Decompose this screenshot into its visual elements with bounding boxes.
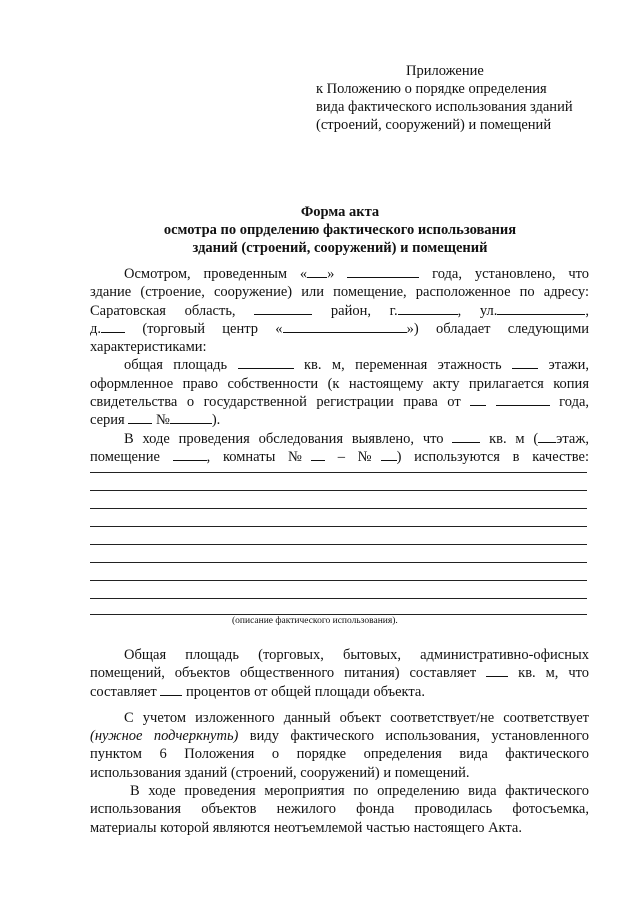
trade-center-blank xyxy=(283,320,407,333)
total-area-blank xyxy=(486,664,508,677)
text: виду фактического использования, установленного xyxy=(238,728,589,745)
city-blank xyxy=(398,302,458,315)
title-line-3: зданий (строений, сооружений) и помещений xyxy=(192,240,488,256)
appendix-line-3: (строений, сооружений) и помещений xyxy=(316,117,552,133)
text: » xyxy=(327,266,335,282)
appendix-label: Приложение xyxy=(406,63,484,79)
para1-line1 xyxy=(90,265,589,283)
month-blank xyxy=(347,265,419,278)
para1-line4 xyxy=(90,320,589,338)
title-line-1: Форма акта xyxy=(300,204,380,220)
document-title xyxy=(90,203,590,257)
para4-line2 xyxy=(90,664,589,682)
inspection-body xyxy=(90,265,589,466)
para1-line5: характеристиками: xyxy=(90,339,207,356)
blank-line xyxy=(90,472,587,473)
text: , комнаты № xyxy=(206,448,311,465)
blank-line xyxy=(90,562,587,563)
para5-line3: пунктом 6 Положения о порядке определения вида фактического xyxy=(90,746,589,763)
street-blank xyxy=(497,302,585,315)
blank-line xyxy=(90,526,587,527)
text: свидетельства о государственной регистрации права от xyxy=(90,394,461,411)
text: ») обладает следующими xyxy=(406,320,590,337)
premise-blank xyxy=(173,448,207,461)
text: года, xyxy=(559,394,590,411)
text: года, установлено, что xyxy=(432,266,590,282)
percent-blank xyxy=(160,683,182,696)
title-line-2: осмотра по опрделению фактического использования xyxy=(163,222,517,238)
text: ). xyxy=(211,412,221,429)
blank-line xyxy=(90,544,587,545)
floors-blank xyxy=(512,356,538,369)
para3-line1 xyxy=(90,430,589,448)
para2-line1 xyxy=(90,356,589,374)
para2-line2: оформленное право собственности (к настоящему акту прилагается копия xyxy=(90,375,589,392)
text: кв. м ( xyxy=(489,430,539,447)
reg-month-blank xyxy=(496,393,550,406)
room-from-blank xyxy=(311,448,325,461)
text: Саратовская область, xyxy=(90,302,236,319)
series-blank xyxy=(128,411,152,424)
text: (торговый центр « xyxy=(142,320,283,337)
blank-line xyxy=(90,580,587,581)
text: этаж, xyxy=(556,430,589,447)
para4-line3 xyxy=(90,683,589,701)
blank-line xyxy=(90,614,587,615)
text: – № xyxy=(337,448,381,465)
text: составляет xyxy=(90,683,157,700)
appendix-line-1: к Положению о порядке определения xyxy=(316,81,547,97)
underline-hint: (нужное подчеркнуть) xyxy=(90,728,239,745)
text: Осмотром, проведенным « xyxy=(124,266,308,282)
blank-line xyxy=(90,508,587,509)
para1-line3 xyxy=(90,302,589,320)
number-blank xyxy=(170,411,212,424)
conclusion-body xyxy=(90,646,589,837)
para2-line4 xyxy=(90,411,589,429)
para6-line1: В ходе проведения мероприятия по определению вида фактического xyxy=(130,783,589,800)
text: В ходе проведения обследования выявлено, что xyxy=(124,430,444,447)
room-to-blank xyxy=(381,448,397,461)
para4-line1: Общая площадь (торговых, бытовых, административно-офисных xyxy=(124,647,589,663)
text: процентов от общей площади объекта. xyxy=(186,683,425,700)
appendix-header xyxy=(316,62,573,134)
para5-line2 xyxy=(90,727,589,745)
text: кв. м, переменная этажность xyxy=(304,357,502,374)
text: серия xyxy=(90,412,125,429)
text: № xyxy=(155,412,170,429)
text: кв. м, что xyxy=(518,665,590,682)
text: помещений, объектов общественного питания) составляет xyxy=(90,665,477,682)
para5-line1: С учетом изложенного данный объект соответствует/не соответствует xyxy=(124,709,589,726)
day-blank xyxy=(307,265,327,278)
house-blank xyxy=(101,320,125,333)
text: , xyxy=(585,302,589,319)
text: ) используются в качестве: xyxy=(396,448,589,465)
para1-line2: здание (строение, сооружение) или помещение, расположенное по адресу: xyxy=(90,284,589,301)
district-blank xyxy=(254,302,312,315)
text: , ул. xyxy=(457,302,498,319)
text: общая площадь xyxy=(124,357,228,374)
blank-line xyxy=(90,598,587,599)
floor-blank xyxy=(538,430,556,443)
para2-line3 xyxy=(90,393,589,411)
appendix-line-2: вида фактического использования зданий xyxy=(316,99,573,115)
text: район, г. xyxy=(330,302,398,319)
description-caption: (описание фактического использования). xyxy=(232,616,398,626)
text: помещение xyxy=(90,448,160,465)
blank-line xyxy=(90,490,587,491)
text: этажи, xyxy=(548,357,590,374)
area-blank xyxy=(238,356,294,369)
para6-line2: использования объектов нежилого фонда проводилась фотосъемка, xyxy=(90,801,589,818)
para3-line2 xyxy=(90,448,589,466)
text: д. xyxy=(90,320,102,337)
found-area-blank xyxy=(452,430,480,443)
para5-line4: использования зданий (строений, сооружений) и помещений. xyxy=(90,764,470,781)
reg-day-blank xyxy=(470,393,486,406)
para6-line3: материалы которой являются неотъемлемой частью настоящего Акта. xyxy=(90,819,522,836)
